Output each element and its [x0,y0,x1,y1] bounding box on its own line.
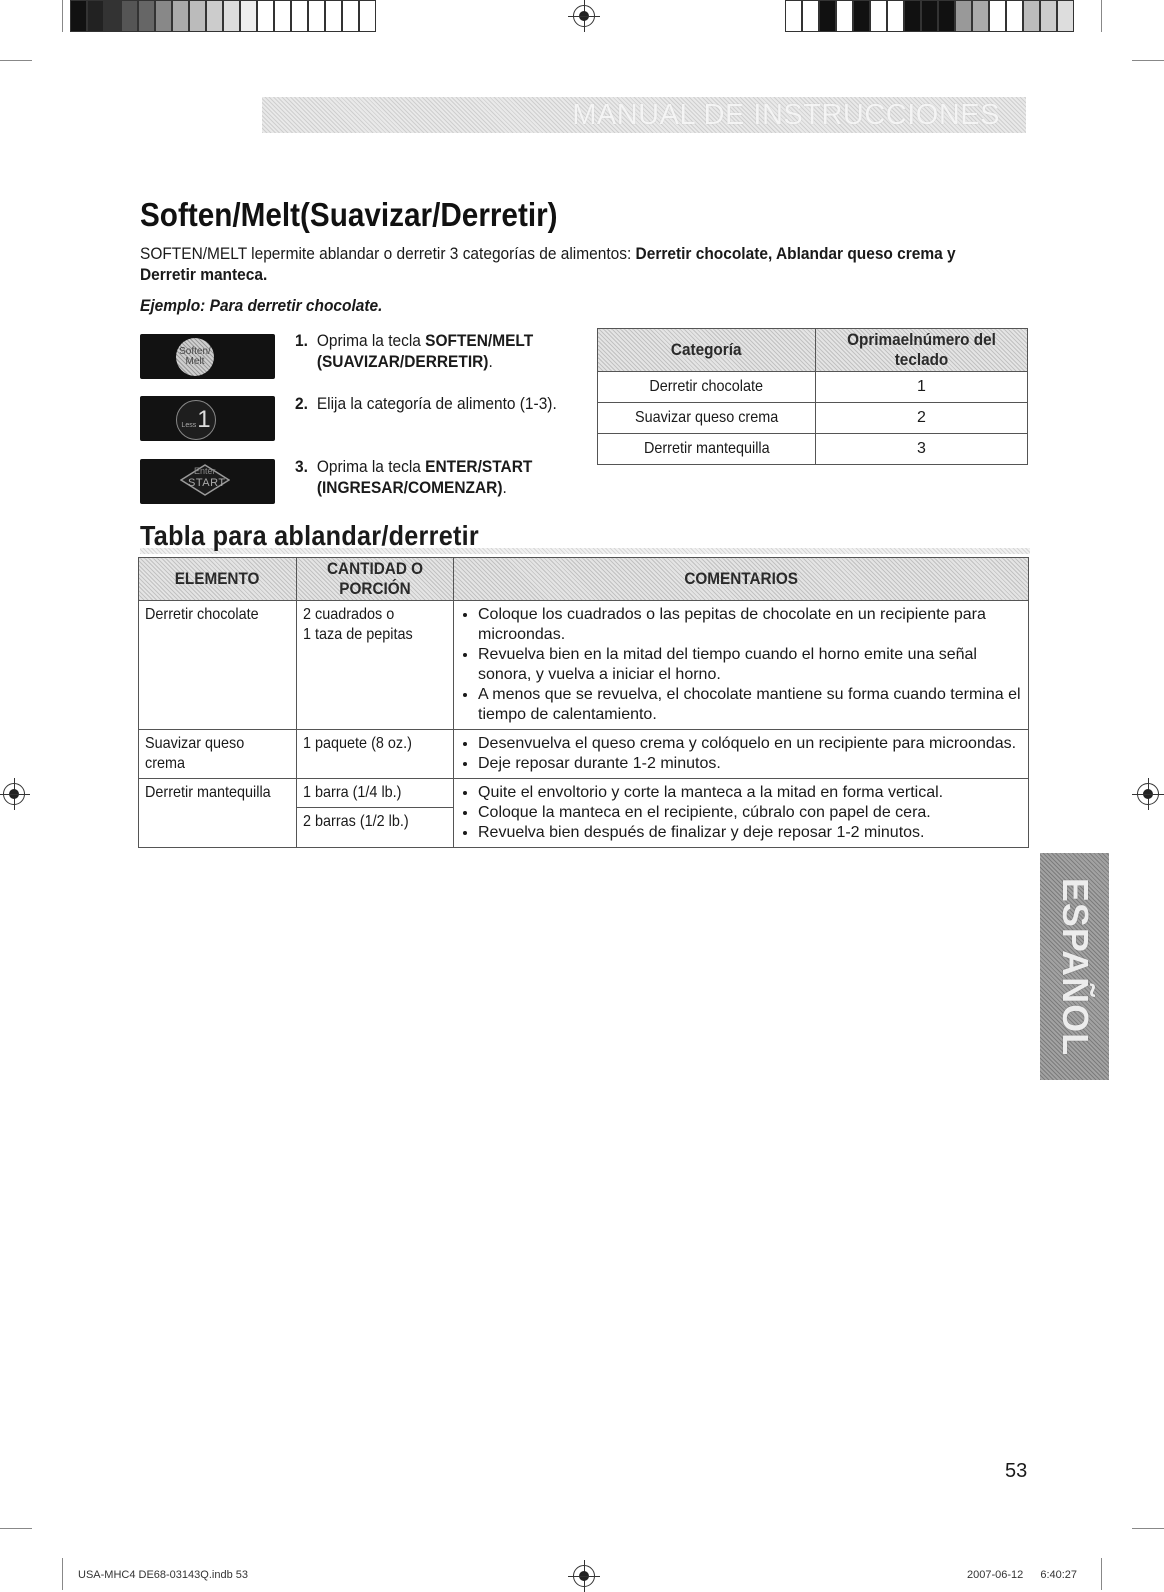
step-plain: Oprima la tecla [316,331,426,350]
page-title: Soften/Melt(Suavizar/Derretir) [140,196,558,233]
number-one-sub-label: Less [181,422,197,429]
crop-mark [1101,1558,1102,1590]
number-one-key-face [176,400,216,440]
amount-line: 1 barra (1/4 lb.) [303,784,402,801]
step-2 [295,393,568,414]
banner-text: MANUAL DE INSTRUCCIONES [572,99,1000,131]
category-cell [598,403,816,434]
crop-mark [62,0,63,32]
comments-cell [454,779,1029,848]
category-cell [598,372,816,403]
soften-melt-key [140,334,275,379]
category-cell [598,434,816,465]
step-1 [295,330,568,372]
category-table-header [598,329,1028,372]
footer-timestamp [967,1569,1077,1581]
crop-mark [0,1528,32,1529]
manual-banner [262,97,1026,133]
comment-item: • Coloque la manteca en el recipiente, cúbralo con papel de cera. [478,803,1022,823]
table-row [598,372,1028,403]
step-text [295,393,568,414]
amount-subcell [297,808,453,840]
registration-target-right-icon [1137,783,1159,805]
comment-item: • Deje reposar durante 1-2 minutos. [478,754,1022,774]
keypad-number-header [816,329,1028,372]
element-cell [139,730,297,779]
element-cell-text: Suavizar queso crema [145,735,245,772]
amount-header [297,558,454,601]
element-cell-text: Derretir mantequilla [145,784,271,801]
table-row [598,403,1028,434]
comments-header-text: COMENTARIOS [684,569,798,588]
number-cell: 2 [816,403,1028,434]
comment-item: • Quite el envoltorio y corte la manteca a la mitad en forma vertical. [478,783,1022,803]
step-bold: SOFTEN/MELT (SUAVIZAR/DERRETIR) [316,331,534,371]
amount-cell [297,601,454,730]
table-row [139,601,1029,730]
comment-item: • A menos que se revuelva, el chocolate mantiene su forma cuando termina el tiempo de calentamiento. [478,685,1022,725]
comment-item: • Desenvuelva el queso crema y colóquelo en un recipiente para microondas. [478,734,1022,754]
number-cell: 3 [816,434,1028,465]
section-title [140,520,1030,554]
category-header-text: Categoría [671,340,742,359]
element-cell-text: Derretir chocolate [145,606,259,623]
registration-target-left-icon [3,783,25,805]
amount-cell [297,730,454,779]
comments-cell [454,601,1029,730]
category-cell-text: Suavizar queso crema [634,409,779,426]
step-number: 1. [295,331,308,350]
amount-line: 2 cuadrados o [303,606,395,623]
section-title-text: Tabla para ablandar/derretir [140,520,480,551]
step-text [295,330,568,372]
step-3 [295,456,568,498]
crop-mark [1132,1528,1164,1529]
soften-melt-table [138,557,1029,848]
number-cell: 1 [816,372,1028,403]
crop-mark [1132,60,1164,61]
start-label: START [188,477,226,489]
footer-time: 6:40:27 [1040,1569,1078,1581]
comments-cell [454,730,1029,779]
step-plain: Elija la categoría de alimento (1-3). [316,394,557,413]
intro-bold-text: Derretir chocolate, Ablandar queso crema y Derretir manteca. [140,244,956,284]
example-heading: Ejemplo: Para derretir chocolate. [140,296,383,315]
category-cell-text: Derretir chocolate [649,378,764,395]
amount-cell [297,779,454,848]
footer-file-info: USA-MHC4 DE68-03143Q.indb 53 [78,1569,248,1581]
registration-target-bottom-icon [573,1565,595,1587]
element-cell [139,779,297,848]
amount-line: 1 paquete (8 oz.) [303,735,412,752]
enter-start-key [140,459,275,504]
intro-paragraph [140,243,959,285]
category-table [597,328,1028,465]
step-bold: ENTER/START (INGRESAR/COMENZAR) [316,457,533,497]
registration-target-top-icon [573,5,595,27]
comments-header [454,558,1029,601]
step-plain: Oprima la tecla [316,457,426,476]
amount-line: 1 taza de pepitas [303,626,413,643]
step-number: 2. [295,394,308,413]
amount-header-text: CANTIDAD O PORCIÓN [326,559,424,598]
element-cell [139,601,297,730]
table-row [139,779,1029,848]
category-cell-text: Derretir mantequilla [643,440,770,457]
table-row [139,730,1029,779]
language-side-tab-text: ESPAÑOL [1054,877,1096,1056]
category-header [598,329,816,372]
comment-item: • Revuelva bien después de finalizar y deje reposar 1-2 minutos. [478,823,1022,843]
main-table-header [139,558,1029,601]
step-number: 3. [295,457,308,476]
crop-mark [0,60,32,61]
step-text [295,456,568,498]
amount-line: 2 barras (1/2 lb.) [303,813,409,830]
step-end: . [502,478,507,497]
intro-text: SOFTEN/MELT lepermite ablandar o derretir 3 categorías de alimentos: [140,244,636,263]
page-number: 53 [1005,1460,1028,1482]
comment-item: • Revuelva bien en la mitad del tiempo cuando el horno emite una señal sonora, y vuelva a iniciar el horno. [478,645,1022,685]
number-one-key [140,396,275,441]
keypad-number-header-text: Oprimaelnúmero del teclado [847,330,996,369]
element-header-text: ELEMENTO [175,569,260,588]
soften-melt-key-face: Soften/ Melt [176,338,214,376]
registration-bar-right [785,0,1074,32]
element-header [139,558,297,601]
number-one-label: 1 [197,406,211,433]
footer-date: 2007-06-12 [967,1569,1024,1581]
table-row [598,434,1028,465]
step-end: . [488,352,493,371]
crop-mark [1101,0,1102,32]
comment-item: • Coloque los cuadrados o las pepitas de chocolate en un recipiente para microondas. [478,605,1022,645]
language-side-tab [1040,853,1109,1080]
enter-label: Enter [194,466,216,476]
amount-subcell [297,779,453,808]
crop-mark [62,1558,63,1590]
registration-bar-left [70,0,376,32]
